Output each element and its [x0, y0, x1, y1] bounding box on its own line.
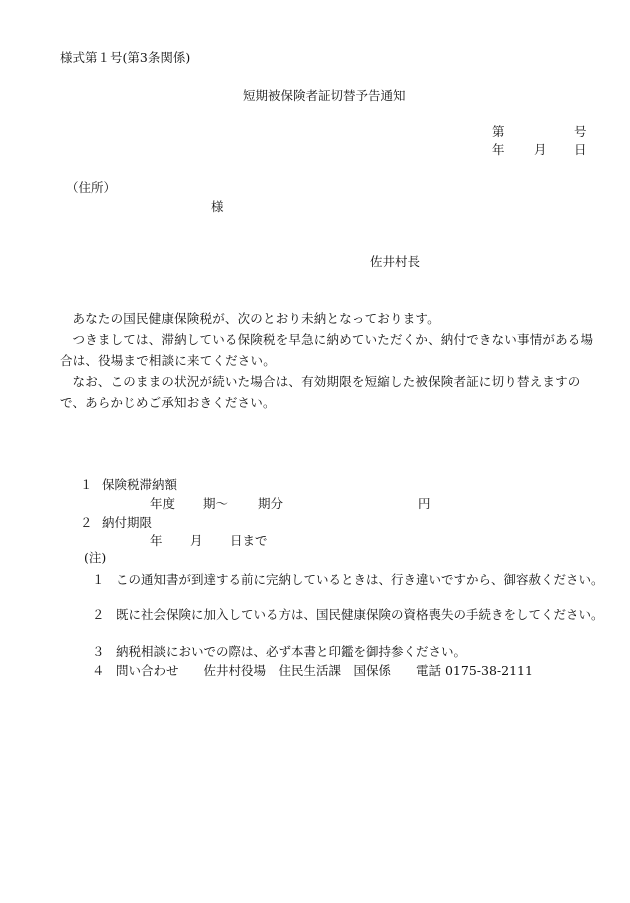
note-item	[92, 661, 607, 681]
recipient-honorific: 様	[211, 199, 224, 214]
date-month: 月	[534, 142, 547, 157]
date-line	[492, 142, 590, 158]
fiscal-year-label: 年度	[150, 496, 176, 511]
body-paragraph: なお、このままの状況が続いた場合は、有効期限を短縮した被保険者証に切り替えますので、あらかじめご承知おきください。	[60, 374, 581, 410]
body-text	[60, 308, 600, 413]
date-day: 日	[574, 142, 587, 157]
number-suffix: 号	[574, 124, 587, 139]
note-number: ４	[92, 663, 105, 678]
notes-header: (注)	[84, 550, 107, 565]
item-label: 保険税滞納額	[102, 477, 178, 492]
note-number: １	[92, 572, 105, 587]
item-label: 納付期限	[102, 515, 153, 530]
form-label: 様式第１号(第3条関係)	[60, 50, 191, 65]
number-prefix: 第	[492, 124, 505, 139]
note-text: 既に社会保険に加入している方は、国民健康保険の資格喪失の手続きをしてください。	[116, 607, 604, 622]
note-text: この通知書が到達する前に完納しているときは、行き違いですから、御容赦ください。	[116, 572, 604, 587]
item-number: １	[80, 477, 93, 492]
due-month-label: 月	[190, 533, 203, 548]
yen-label: 円	[418, 496, 431, 511]
date-year: 年	[492, 142, 505, 157]
number-line	[492, 124, 590, 140]
document-title: 短期被保険者証切替予告通知	[243, 88, 406, 103]
address-label: （住所）	[66, 180, 117, 195]
note-item	[92, 570, 607, 590]
note-item	[92, 642, 607, 662]
period-to-label: 期分	[258, 496, 284, 511]
body-paragraph: あなたの国民健康保険税が、次のとおり未納となっております。	[72, 311, 440, 326]
note-number: ２	[92, 607, 105, 622]
note-number: ３	[92, 644, 105, 659]
note-item	[92, 605, 607, 625]
due-day-label: 日まで	[230, 533, 268, 548]
period-from-label: 期～	[203, 496, 229, 511]
item-number: ２	[80, 515, 93, 530]
due-year-label: 年	[150, 533, 163, 548]
sender-name: 佐井村長	[370, 254, 421, 269]
body-paragraph: つきましては、滞納している保険税を早急に納めていただくか、納付できない事情がある場合は、役場まで相談に来てください。	[60, 332, 594, 368]
note-text: 納税相談においでの際は、必ず本書と印鑑を御持参ください。	[116, 644, 467, 659]
note-text: 問い合わせ 佐井村役場 住民生活課 国保係 電話 0175-38-2111	[116, 663, 533, 678]
